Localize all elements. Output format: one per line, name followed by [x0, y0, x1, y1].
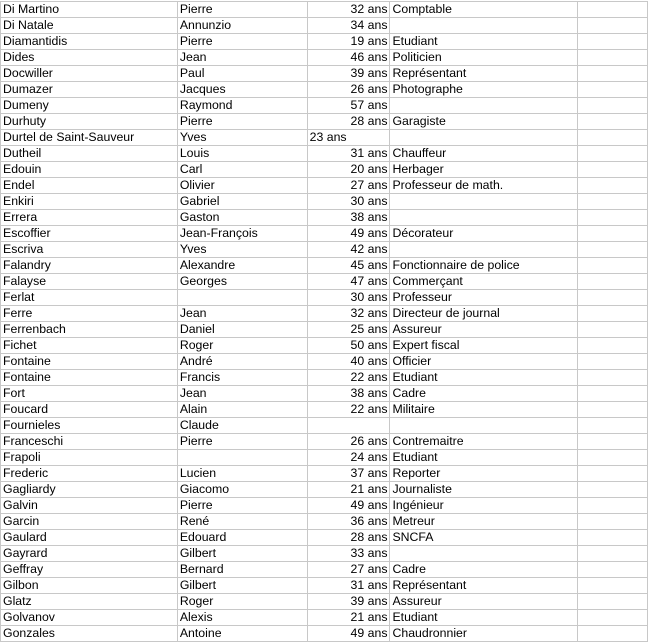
cell-empty[interactable] — [578, 82, 648, 98]
table-row — [1, 82, 648, 98]
table-row — [1, 402, 648, 418]
cell-empty[interactable] — [578, 258, 648, 274]
cell-prenom[interactable]: Pierre — [177, 34, 307, 50]
table-row — [1, 370, 648, 386]
cell-age[interactable]: 19 ans — [307, 34, 390, 50]
cell-age[interactable]: 30 ans — [307, 290, 390, 306]
cell-profession[interactable]: Assureur — [390, 594, 578, 610]
cell-age[interactable]: 28 ans — [307, 530, 390, 546]
cell-age[interactable]: 47 ans — [307, 274, 390, 290]
cell-profession[interactable]: Chauffeur — [390, 146, 578, 162]
cell-prenom[interactable]: Antoine — [177, 626, 307, 642]
cell-nom[interactable]: Dides — [1, 50, 178, 66]
cell-empty[interactable] — [578, 34, 648, 50]
cell-profession[interactable]: Décorateur — [390, 226, 578, 242]
table-row — [1, 130, 648, 146]
cell-prenom[interactable]: Pierre — [177, 114, 307, 130]
cell-prenom[interactable]: Pierre — [177, 2, 307, 18]
table-row — [1, 306, 648, 322]
cell-profession[interactable]: Professeur de math. — [390, 178, 578, 194]
cell-nom[interactable]: Di Natale — [1, 18, 178, 34]
cell-age[interactable]: 27 ans — [307, 562, 390, 578]
cell-empty[interactable] — [578, 114, 648, 130]
cell-age[interactable]: 38 ans — [307, 210, 390, 226]
cell-profession[interactable]: Cadre — [390, 386, 578, 402]
cell-age[interactable]: 26 ans — [307, 82, 390, 98]
cell-prenom[interactable]: Bernard — [177, 562, 307, 578]
cell-prenom[interactable]: Olivier — [177, 178, 307, 194]
cell-empty[interactable] — [578, 610, 648, 626]
cell-empty[interactable] — [578, 546, 648, 562]
cell-empty[interactable] — [578, 434, 648, 450]
cell-profession[interactable]: Etudiant — [390, 610, 578, 626]
cell-profession[interactable]: Chaudronnier — [390, 626, 578, 642]
cell-age[interactable]: 31 ans — [307, 578, 390, 594]
cell-age[interactable]: 21 ans — [307, 482, 390, 498]
cell-prenom[interactable]: Edouard — [177, 530, 307, 546]
cell-prenom[interactable]: Roger — [177, 338, 307, 354]
cell-profession[interactable]: Journaliste — [390, 482, 578, 498]
cell-age[interactable]: 22 ans — [307, 402, 390, 418]
table-row — [1, 354, 648, 370]
cell-profession[interactable]: Metreur — [390, 514, 578, 530]
cell-empty[interactable] — [578, 578, 648, 594]
cell-nom[interactable]: Escoffier — [1, 226, 178, 242]
cell-age[interactable]: 40 ans — [307, 354, 390, 370]
cell-empty[interactable] — [578, 322, 648, 338]
cell-age[interactable]: 26 ans — [307, 434, 390, 450]
table-row — [1, 114, 648, 130]
cell-nom[interactable]: Falayse — [1, 274, 178, 290]
cell-prenom[interactable]: Lucien — [177, 466, 307, 482]
cell-prenom[interactable]: Alexandre — [177, 258, 307, 274]
cell-prenom[interactable]: Daniel — [177, 322, 307, 338]
cell-nom[interactable]: Docwiller — [1, 66, 178, 82]
table-row — [1, 626, 648, 642]
table-row — [1, 98, 648, 114]
cell-nom[interactable]: Gonzales — [1, 626, 178, 642]
cell-age[interactable]: 57 ans — [307, 98, 390, 114]
cell-profession[interactable] — [390, 194, 578, 210]
cell-profession[interactable]: Représentant — [390, 66, 578, 82]
cell-nom[interactable]: Fontaine — [1, 370, 178, 386]
people-table — [0, 1, 648, 642]
cell-age[interactable]: 25 ans — [307, 322, 390, 338]
cell-prenom[interactable]: Claude — [177, 418, 307, 434]
cell-prenom[interactable]: Pierre — [177, 498, 307, 514]
cell-age[interactable]: 33 ans — [307, 546, 390, 562]
table-body — [1, 2, 648, 642]
cell-nom[interactable]: Gilbon — [1, 578, 178, 594]
cell-nom[interactable]: Fichet — [1, 338, 178, 354]
cell-profession[interactable]: Assureur — [390, 322, 578, 338]
cell-prenom[interactable] — [177, 450, 307, 466]
cell-nom[interactable]: Durtel de Saint-Sauveur — [1, 130, 178, 146]
table-row — [1, 610, 648, 626]
cell-empty[interactable] — [578, 530, 648, 546]
cell-prenom[interactable]: Paul — [177, 66, 307, 82]
cell-nom[interactable]: Ferlat — [1, 290, 178, 306]
cell-profession[interactable]: Herbager — [390, 162, 578, 178]
table-row — [1, 18, 648, 34]
cell-nom[interactable]: Frapoli — [1, 450, 178, 466]
cell-empty[interactable] — [578, 306, 648, 322]
table-row — [1, 450, 648, 466]
cell-profession[interactable] — [390, 210, 578, 226]
cell-empty[interactable] — [578, 210, 648, 226]
cell-profession[interactable]: Etudiant — [390, 34, 578, 50]
cell-empty[interactable] — [578, 482, 648, 498]
cell-empty[interactable] — [578, 290, 648, 306]
cell-profession[interactable]: Expert fiscal — [390, 338, 578, 354]
table-row — [1, 162, 648, 178]
cell-prenom[interactable]: Jean-François — [177, 226, 307, 242]
cell-age[interactable]: 50 ans — [307, 338, 390, 354]
cell-empty[interactable] — [578, 370, 648, 386]
cell-prenom[interactable]: Annunzio — [177, 18, 307, 34]
cell-empty[interactable] — [578, 130, 648, 146]
cell-nom[interactable]: Ferre — [1, 306, 178, 322]
cell-prenom[interactable]: André — [177, 354, 307, 370]
cell-empty[interactable] — [578, 354, 648, 370]
table-row — [1, 434, 648, 450]
cell-age[interactable]: 45 ans — [307, 258, 390, 274]
cell-prenom[interactable] — [177, 290, 307, 306]
cell-age[interactable]: 42 ans — [307, 242, 390, 258]
cell-age[interactable]: 37 ans — [307, 466, 390, 482]
cell-prenom[interactable]: Alexis — [177, 610, 307, 626]
cell-age[interactable]: 24 ans — [307, 450, 390, 466]
table-row — [1, 482, 648, 498]
table-row — [1, 514, 648, 530]
cell-nom[interactable]: Franceschi — [1, 434, 178, 450]
cell-profession[interactable]: Représentant — [390, 578, 578, 594]
cell-prenom[interactable]: Gilbert — [177, 546, 307, 562]
cell-empty[interactable] — [578, 2, 648, 18]
cell-empty[interactable] — [578, 386, 648, 402]
cell-prenom[interactable]: Jean — [177, 306, 307, 322]
cell-profession[interactable]: Photographe — [390, 82, 578, 98]
table-row — [1, 50, 648, 66]
cell-age[interactable]: 49 ans — [307, 226, 390, 242]
table-row — [1, 466, 648, 482]
cell-empty[interactable] — [578, 418, 648, 434]
cell-nom[interactable]: Dumeny — [1, 98, 178, 114]
cell-profession[interactable] — [390, 242, 578, 258]
cell-prenom[interactable]: Louis — [177, 146, 307, 162]
cell-age[interactable]: 34 ans — [307, 18, 390, 34]
cell-age[interactable]: 28 ans — [307, 114, 390, 130]
cell-nom[interactable]: Fournieles — [1, 418, 178, 434]
table-row — [1, 322, 648, 338]
table-row — [1, 226, 648, 242]
table-row — [1, 578, 648, 594]
cell-nom[interactable]: Falandry — [1, 258, 178, 274]
cell-age[interactable]: 38 ans — [307, 386, 390, 402]
cell-age[interactable]: 49 ans — [307, 498, 390, 514]
table-row — [1, 34, 648, 50]
cell-prenom[interactable]: Pierre — [177, 434, 307, 450]
table-row — [1, 594, 648, 610]
cell-nom[interactable]: Dutheil — [1, 146, 178, 162]
table-row — [1, 530, 648, 546]
cell-empty[interactable] — [578, 498, 648, 514]
cell-prenom[interactable]: Giacomo — [177, 482, 307, 498]
cell-empty[interactable] — [578, 50, 648, 66]
cell-age[interactable]: 39 ans — [307, 66, 390, 82]
table-row — [1, 338, 648, 354]
table-row — [1, 546, 648, 562]
cell-age[interactable]: 32 ans — [307, 2, 390, 18]
cell-profession[interactable]: Etudiant — [390, 370, 578, 386]
cell-profession[interactable]: Directeur de journal — [390, 306, 578, 322]
cell-nom[interactable]: Errera — [1, 210, 178, 226]
cell-nom[interactable]: Geffray — [1, 562, 178, 578]
cell-prenom[interactable]: Roger — [177, 594, 307, 610]
cell-age[interactable]: 20 ans — [307, 162, 390, 178]
cell-empty[interactable] — [578, 18, 648, 34]
cell-profession[interactable]: SNCFA — [390, 530, 578, 546]
cell-age[interactable]: 27 ans — [307, 178, 390, 194]
cell-age[interactable]: 23 ans — [307, 130, 390, 146]
cell-prenom[interactable]: René — [177, 514, 307, 530]
table-row — [1, 562, 648, 578]
cell-age[interactable]: 39 ans — [307, 594, 390, 610]
cell-prenom[interactable]: Jean — [177, 50, 307, 66]
cell-empty[interactable] — [578, 594, 648, 610]
cell-nom[interactable]: Dumazer — [1, 82, 178, 98]
cell-empty[interactable] — [578, 98, 648, 114]
cell-nom[interactable]: Glatz — [1, 594, 178, 610]
cell-empty[interactable] — [578, 194, 648, 210]
cell-empty[interactable] — [578, 274, 648, 290]
cell-profession[interactable]: Professeur — [390, 290, 578, 306]
cell-profession[interactable]: Officier — [390, 354, 578, 370]
cell-profession[interactable] — [390, 130, 578, 146]
cell-nom[interactable]: Gaulard — [1, 530, 178, 546]
cell-prenom[interactable]: Jean — [177, 386, 307, 402]
cell-prenom[interactable]: Georges — [177, 274, 307, 290]
cell-prenom[interactable]: Gilbert — [177, 578, 307, 594]
cell-profession[interactable]: Reporter — [390, 466, 578, 482]
cell-profession[interactable] — [390, 98, 578, 114]
cell-nom[interactable]: Endel — [1, 178, 178, 194]
cell-nom[interactable]: Garcin — [1, 514, 178, 530]
cell-profession[interactable]: Politicien — [390, 50, 578, 66]
cell-age[interactable]: 49 ans — [307, 626, 390, 642]
cell-prenom[interactable]: Carl — [177, 162, 307, 178]
cell-profession[interactable]: Militaire — [390, 402, 578, 418]
cell-nom[interactable]: Golvanov — [1, 610, 178, 626]
cell-nom[interactable]: Gayrard — [1, 546, 178, 562]
table-row — [1, 210, 648, 226]
table-row — [1, 290, 648, 306]
cell-nom[interactable]: Diamantidis — [1, 34, 178, 50]
cell-nom[interactable]: Enkiri — [1, 194, 178, 210]
cell-nom[interactable]: Durhuty — [1, 114, 178, 130]
cell-empty[interactable] — [578, 66, 648, 82]
cell-prenom[interactable]: Alain — [177, 402, 307, 418]
cell-prenom[interactable]: Francis — [177, 370, 307, 386]
cell-empty[interactable] — [578, 466, 648, 482]
cell-prenom[interactable]: Yves — [177, 130, 307, 146]
table-row — [1, 418, 648, 434]
cell-prenom[interactable]: Gaston — [177, 210, 307, 226]
cell-nom[interactable]: Galvin — [1, 498, 178, 514]
cell-empty[interactable] — [578, 450, 648, 466]
table-row — [1, 146, 648, 162]
cell-empty[interactable] — [578, 242, 648, 258]
table-row — [1, 386, 648, 402]
table-row — [1, 498, 648, 514]
cell-age[interactable]: 31 ans — [307, 146, 390, 162]
cell-empty[interactable] — [578, 178, 648, 194]
table-row — [1, 178, 648, 194]
cell-empty[interactable] — [578, 402, 648, 418]
table-row — [1, 66, 648, 82]
cell-age[interactable]: 30 ans — [307, 194, 390, 210]
table-row — [1, 2, 648, 18]
cell-profession[interactable]: Etudiant — [390, 450, 578, 466]
cell-profession[interactable] — [390, 418, 578, 434]
cell-prenom[interactable]: Yves — [177, 242, 307, 258]
cell-empty[interactable] — [578, 226, 648, 242]
cell-prenom[interactable]: Jacques — [177, 82, 307, 98]
cell-age[interactable]: 36 ans — [307, 514, 390, 530]
cell-profession[interactable]: Ingénieur — [390, 498, 578, 514]
cell-prenom[interactable]: Gabriel — [177, 194, 307, 210]
cell-profession[interactable]: Garagiste — [390, 114, 578, 130]
cell-age[interactable]: 46 ans — [307, 50, 390, 66]
cell-prenom[interactable]: Raymond — [177, 98, 307, 114]
cell-nom[interactable]: Di Martino — [1, 2, 178, 18]
cell-age[interactable]: 32 ans — [307, 306, 390, 322]
table-row — [1, 194, 648, 210]
cell-empty[interactable] — [578, 626, 648, 642]
cell-profession[interactable] — [390, 546, 578, 562]
cell-profession[interactable]: Fonctionnaire de police — [390, 258, 578, 274]
cell-empty[interactable] — [578, 146, 648, 162]
cell-empty[interactable] — [578, 338, 648, 354]
table-row — [1, 274, 648, 290]
cell-nom[interactable]: Edouin — [1, 162, 178, 178]
cell-profession[interactable] — [390, 18, 578, 34]
cell-profession[interactable]: Cadre — [390, 562, 578, 578]
table-row — [1, 242, 648, 258]
cell-nom[interactable]: Frederic — [1, 466, 178, 482]
cell-empty[interactable] — [578, 162, 648, 178]
cell-profession[interactable]: Comptable — [390, 2, 578, 18]
cell-nom[interactable]: Fort — [1, 386, 178, 402]
cell-age[interactable]: 21 ans — [307, 610, 390, 626]
cell-age[interactable] — [307, 418, 390, 434]
cell-nom[interactable]: Ferrenbach — [1, 322, 178, 338]
cell-nom[interactable]: Escriva — [1, 242, 178, 258]
cell-nom[interactable]: Foucard — [1, 402, 178, 418]
table-row — [1, 258, 648, 274]
cell-age[interactable]: 22 ans — [307, 370, 390, 386]
cell-empty[interactable] — [578, 562, 648, 578]
cell-profession[interactable]: Commerçant — [390, 274, 578, 290]
cell-profession[interactable]: Contremaitre — [390, 434, 578, 450]
cell-empty[interactable] — [578, 514, 648, 530]
cell-nom[interactable]: Fontaine — [1, 354, 178, 370]
cell-nom[interactable]: Gagliardy — [1, 482, 178, 498]
